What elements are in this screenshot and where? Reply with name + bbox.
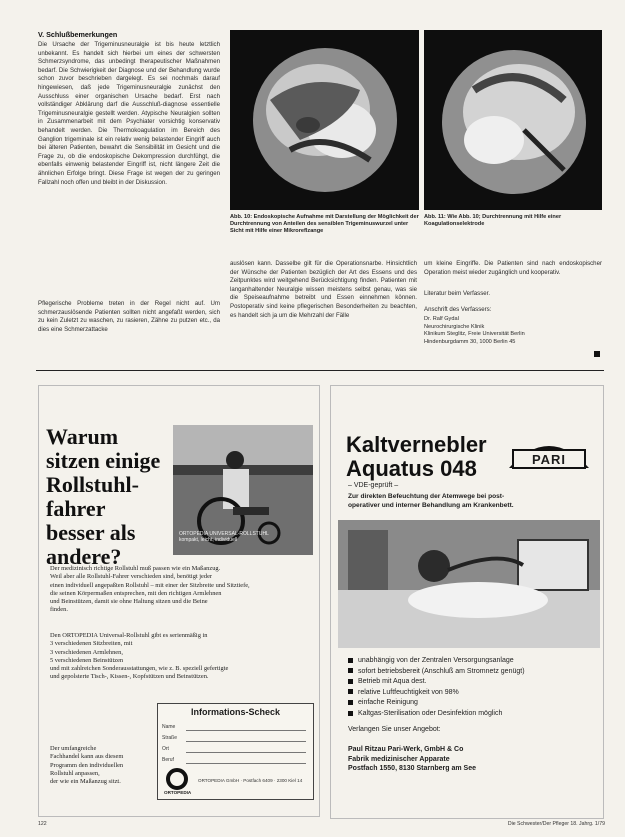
feature-text: Kaltgas-Sterilisation oder Desinfektion möglich: [358, 709, 503, 717]
feature-item: [348, 656, 598, 667]
coupon-field-city: Ort: [162, 746, 169, 752]
coupon-field-street: Straße: [162, 735, 178, 741]
feature-item: [348, 709, 598, 720]
product-lead: Zur direkten Befeuchtung der Atemwege bei post- operativer und interner Behandlung am Krankenbett.: [348, 493, 514, 509]
article-column-1: Die Ursache der Trigeminusneuralgie ist bis heute letztlich unbekannt. Es handelt sich hierbei um eines der schwersten Schmerzsyndrome, das unbedingt therapeutischer Maßnahmen bedarf. Die Schwierigkeit der Diagnose und der Behandlung wurde schon zuvor beschrieben dargelegt. Es sei nochmals darauf hingewiesen, daß jede Trigeminusneuralgie zunächst den Ausschluss einer organischen Ursache bedarf. Erst nach vollständiger Abklärung darf die Ausschluß-diagnose essentielle Trigeminusneuralgie gestellt werden. Atypische Neuralgien sollten in Zusammenarbeit mit dem Psychiater vorsichtig konservativ behandelt werden. Die Thermokoagulation im Bereich des Ganglion trigeminale ist ein relativ wenig belastender Eingriff auch bei älteren Patienten, bewahrt die Sensibilität im Gesicht und die Frage zu, ob die endoskopische Dekompression durchfühgt, die ebenfalls einwenig belastender Eingriff ist, nicht längere Zeit die ähnlichen Erfolge bringt. Diese Frage ist wegen der zu geringen Fallzahl noch offen und bleibt in der Diskussion.: [38, 41, 220, 186]
literature-note: Literatur beim Verfasser.: [424, 290, 491, 297]
coupon-line-1[interactable]: [186, 730, 306, 731]
product-subtitle: – VDE-geprüft –: [348, 482, 399, 489]
endoscopic-photo-fig10: [230, 30, 419, 210]
brand-name: ORTOPEDIA: [164, 790, 192, 795]
journal-reference: Die Schwester/Der Pfleger 18. Jahrg. 1/79: [507, 821, 605, 827]
coupon-line-4[interactable]: [186, 763, 306, 764]
bullet-icon: [348, 700, 353, 705]
call-to-action: Verlangen Sie unser Angebot:: [348, 726, 441, 733]
feature-item: [348, 677, 598, 688]
feature-item: [348, 667, 598, 678]
bullet-icon: [348, 711, 353, 716]
company-address: Paul Ritzau Pari-Werk, GmbH & Co Fabrik medizinischer Apparate Postfach 1550, 8130 Starnberg am See: [348, 746, 477, 772]
coupon-line-3[interactable]: [186, 752, 306, 753]
author-address: Dr. Ralf Gydal Neurochirurgische Klinik Klinikum Steglitz, Freie Universität Berlin Hindenburgdamm 30, 1000 Berlin 45: [424, 316, 525, 345]
feature-text: sofort betriebsbereit (Anschluß am Stromnetz genügt): [358, 667, 525, 675]
feature-item: [348, 688, 598, 699]
ad-body-paragraph-2: Den ORTOPEDIA Universal-Rollstuhl gibt es serienmäßig in 3 verschiedenen Sitzbreiten, mit 3 verschiedenen Armlehnen, 5 verschiedenen Beinstützen und mit zahlreichen Sonderausstattungen, wie z. B. speziell gefertigte und gepolsterte Tisch-, Kissen-, Kopfstützen und Beinstützen.: [50, 632, 229, 681]
feature-text: relative Luftfeuchtigkeit von 98%: [358, 688, 459, 696]
article-column-3: um kleine Eingriffe. Die Patienten sind nach endoskopischer Operation meist wieder zugänglich und kooperativ.: [424, 260, 602, 276]
ad-body-paragraph-1: Der medizinisch richtige Rollstuhl muß passen wie ein Maßanzug. Weil aber alle Rollstuhl-Fahrer verschieden sind, benötigt jeder einen individuell angepaßten Rollstuhl – mit einer der Sitzbreite und Sitztiefe, die seinen Körpermaßen entsprechen, mit den richtigen Armlehnen und Beinstützen, damit sie ohne Haltung sitzen und die Beine finden.: [50, 565, 250, 614]
bullet-icon: [348, 679, 353, 684]
ad-side-text: Der umfangreiche Fachhandel kann aus diesem Programm den individuellen Rollstuhl anpassen, der wie ein Maßanzug sitzt.: [50, 745, 124, 786]
patient-nebulizer-photo: [338, 520, 600, 648]
feature-item: [348, 698, 598, 709]
bullet-icon: [348, 668, 353, 673]
coupon-line-2[interactable]: [186, 741, 306, 742]
figure-11-caption: Abb. 11: Wie Abb. 10; Durchtrennung mit Hilfe einer Koagulationselektrode: [424, 214, 562, 228]
ortopedia-logo: [166, 768, 188, 790]
product-title: Kaltvernebler Aquatus 048: [346, 432, 487, 481]
bullet-icon: [348, 658, 353, 663]
endoscopic-photo-fig11: [424, 30, 602, 210]
feature-text: Betrieb mit Aqua dest.: [358, 678, 427, 686]
section-heading: V. Schlußbemerkungen: [38, 30, 118, 39]
feature-text: einfache Reinigung: [358, 699, 418, 707]
photo-caption: ORTOPEDIA UNIVERSAL-ROLLSTUHL kompakt, leicht, individuell: [179, 531, 269, 544]
pari-logo: [505, 430, 593, 472]
coupon-footer: ORTOPEDIA GmbH · Postfach 6409 · 2300 Kiel 14: [198, 778, 303, 783]
coupon-field-occupation: Beruf: [162, 757, 174, 763]
feature-list: [348, 656, 598, 720]
wheelchair-user-photo: [173, 425, 313, 555]
bullet-icon: [348, 689, 353, 694]
coupon-title: Informations-Scheck: [190, 707, 281, 717]
section-divider: [36, 370, 604, 371]
pari-logo-text: PARI: [531, 452, 567, 467]
ad-headline: Warum sitzen einige Rollstuhl- fahrer besser als andere?: [46, 424, 161, 569]
article-column-2: auslösen kann. Dasselbe gilt für die Operationsnarbe. Hinsichtlich der Wünsche der Patienten bezüglich der Art des Essens und des Zeitpunktes wird weitgehend Berücksichtigung finden. Patienten mit langanhaltender Neuralgie wissen meistens selbst genau, was sie die Speiseaufnahme betreibt und Essen einnehmen können. Postoperativ sind keine pflegerischen Besonderheiten zu beachten, es handelt sich ja um die Mehrzahl der Fälle: [230, 260, 417, 319]
coupon-field-name: Name: [162, 724, 176, 730]
address-label: Anschrift des Verfassers:: [424, 306, 492, 313]
information-coupon[interactable]: [157, 703, 314, 800]
coupon-field-labels: [162, 722, 202, 766]
feature-text: unabhängig von der Zentralen Versorgungsanlage: [358, 657, 514, 664]
article-column-1-continued: Pflegerische Probleme treten in der Regel nicht auf. Um schmerzauslösende Patienten sollten nicht angefaßt werden, sich zu kein Zuletzt zu waschen, zu rasieren, Zähne zu putzen etc., da dies eine Schmerzattacke: [38, 300, 220, 333]
figure-10-caption: Abb. 10: Endoskopische Aufnahme mit Darstellung der Möglichkeit der Durchtrennung von Anteilen des sensiblen Trigeminuswurzel unter Sicht mit Hilfe einer Mikroreflzange: [230, 214, 419, 235]
page-number: 122: [38, 821, 47, 827]
end-of-article-mark: [594, 351, 600, 357]
